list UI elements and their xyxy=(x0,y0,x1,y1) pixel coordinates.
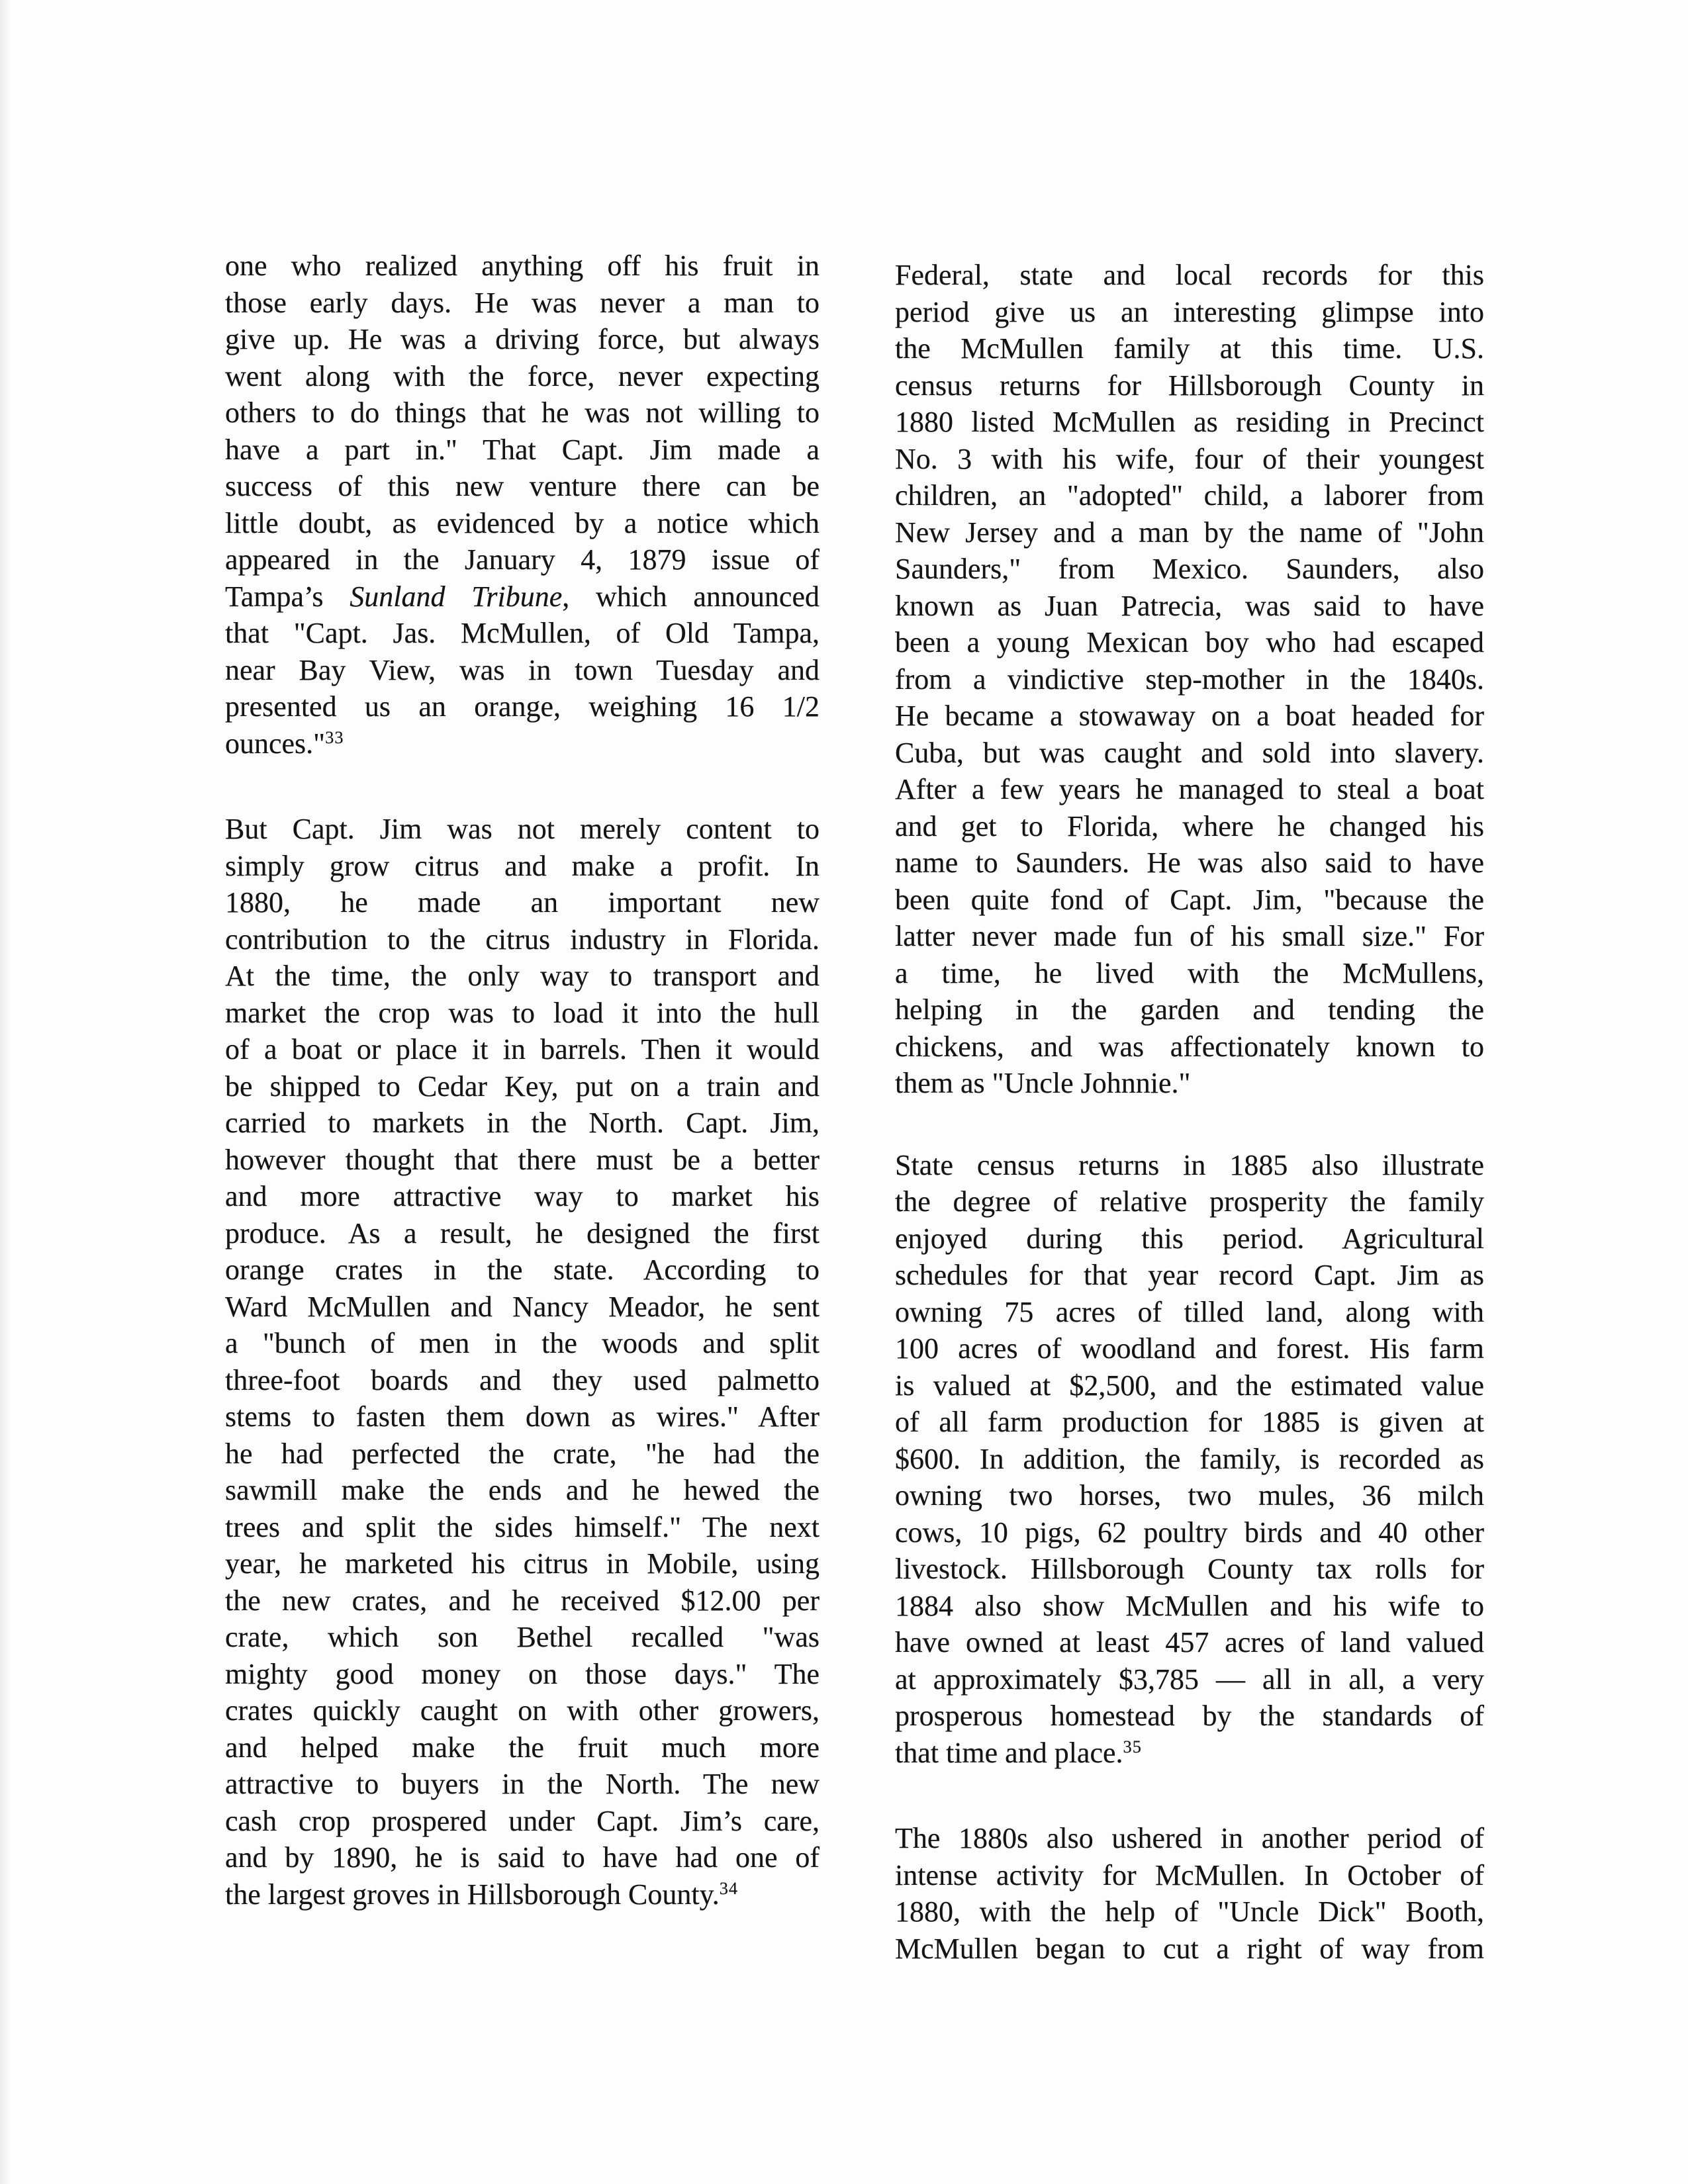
text-line: cash crop prospered under Capt. Jim’s care, xyxy=(225,1804,820,1837)
text-line: contribution to the citrus industry in Florida. xyxy=(225,923,820,956)
text-line: three-foot boards and they used palmetto xyxy=(225,1363,820,1396)
text-line: Saunders," from Mexico. Saunders, also xyxy=(895,553,1484,585)
footnote-ref: 33 xyxy=(325,727,344,747)
text-line: went along with the force, never expecting xyxy=(225,359,820,392)
text-line: livestock. Hillsborough County tax rolls for xyxy=(895,1553,1484,1585)
text-line: success of this new venture there can be xyxy=(225,470,820,502)
text-line: After a few years he managed to steal a boat xyxy=(895,773,1484,805)
text-line: a time, he lived with the McMullens, xyxy=(895,956,1484,989)
text-line: latter never made fun of his small size." For xyxy=(895,920,1484,952)
text-line: crate, which son Bethel recalled "was xyxy=(225,1621,820,1653)
text-line: Ward McMullen and Nancy Meador, he sent xyxy=(225,1290,820,1323)
scan-edge-shadow xyxy=(0,0,11,2184)
text-line: ounces."$^{33}$ xyxy=(225,727,344,760)
text-line: name to Saunders. He was also said to have xyxy=(895,846,1484,879)
text-line: Tampa’s Sunland Tribune, which announced xyxy=(225,580,820,613)
text-line: helping in the garden and tending the xyxy=(895,993,1484,1026)
text-line: attractive to buyers in the North. The new xyxy=(225,1768,820,1800)
text-column-right xyxy=(895,257,1484,1967)
text-line: been quite fond of Capt. Jim, "because the xyxy=(895,883,1484,916)
text-line: little doubt, as evidenced by a notice which xyxy=(225,506,820,539)
text-line: have a part in." That Capt. Jim made a xyxy=(225,433,820,466)
text-line: New Jersey and a man by the name of "John xyxy=(895,516,1484,549)
text-line: 1880, with the help of "Uncle Dick" Booth, xyxy=(895,1895,1484,1928)
text-line: stems to fasten them down as wires." After xyxy=(225,1400,820,1433)
footnote-ref: 35 xyxy=(1123,1736,1142,1756)
text-line: however thought that there must be a better xyxy=(225,1143,820,1176)
text-line: schedules for that year record Capt. Jim as xyxy=(895,1259,1484,1291)
text-line: children, an "adopted" child, a laborer from xyxy=(895,479,1484,512)
text-line: enjoyed during this period. Agricultural xyxy=(895,1222,1484,1255)
text-line: the new crates, and he received $12.00 per xyxy=(225,1584,820,1617)
text-line: He became a stowaway on a boat headed for xyxy=(895,700,1484,732)
text-line: he had perfected the crate, "he had the xyxy=(225,1437,820,1470)
paragraph xyxy=(225,811,820,1917)
paragraph xyxy=(225,248,820,766)
text-line: one who realized anything off his fruit in xyxy=(225,250,820,282)
text-line: of a boat or place it in barrels. Then it would xyxy=(225,1033,820,1066)
text-line: and more attractive way to market his xyxy=(225,1180,820,1212)
text-line: that time and place.$^{35}$ xyxy=(895,1736,1142,1769)
text-line: those early days. He was never a man to xyxy=(225,286,820,319)
text-line: owning two horses, two mules, 36 milch xyxy=(895,1479,1484,1512)
paragraph xyxy=(895,257,1484,1102)
text-line: census returns for Hillsborough County in xyxy=(895,369,1484,402)
text-line: Federal, state and local records for this xyxy=(895,259,1484,291)
text-line: crates quickly caught on with other growers, xyxy=(225,1694,820,1727)
text-line: produce. As a result, he designed the first xyxy=(225,1216,820,1250)
text-line: others to do things that he was not willing to xyxy=(225,396,820,429)
footnote-ref: 34 xyxy=(719,1878,739,1898)
text-line: be shipped to Cedar Key, put on a train and xyxy=(225,1069,820,1103)
text-line: known as Juan Patrecia, was said to have xyxy=(895,589,1484,622)
text-line: $600. In addition, the family, is recorded as xyxy=(895,1442,1484,1475)
text-line: and get to Florida, where he changed his xyxy=(895,809,1484,842)
text-line: mighty good money on those days." The xyxy=(225,1657,820,1690)
text-line: have owned at least 457 acres of land valued xyxy=(895,1626,1484,1659)
text-line: At the time, the only way to transport and xyxy=(225,960,820,992)
text-line: is valued at $2,500, and the estimated value xyxy=(895,1369,1484,1402)
text-line: McMullen began to cut a right of way from xyxy=(895,1932,1484,1965)
text-line: trees and split the sides himself." The next xyxy=(225,1510,820,1543)
text-line: the degree of relative prosperity the family xyxy=(895,1185,1484,1218)
text-line: No. 3 with his wife, four of their youngest xyxy=(895,442,1484,475)
text-line: 1880 listed McMullen as residing in Precinct xyxy=(895,406,1484,438)
text-line: orange crates in the state. According to xyxy=(225,1253,820,1286)
text-line: The 1880s also ushered in another period of xyxy=(895,1822,1484,1854)
text-line: simply grow citrus and make a profit. In xyxy=(225,849,820,882)
text-line: and helped make the fruit much more xyxy=(225,1731,820,1764)
text-line: intense activity for McMullen. In October of xyxy=(895,1858,1484,1891)
text-line: cows, 10 pigs, 62 poultry birds and 40 other xyxy=(895,1516,1484,1549)
text-line: from a vindictive step-mother in the 1840s. xyxy=(895,662,1484,696)
text-line: prosperous homestead by the standards of xyxy=(895,1700,1484,1732)
text-line: 1884 also show McMullen and his wife to xyxy=(895,1589,1484,1622)
text-line: carried to markets in the North. Capt. Jim, xyxy=(225,1107,820,1139)
text-line: But Capt. Jim was not merely content to xyxy=(225,813,820,845)
text-line: market the crop was to load it into the hull xyxy=(225,996,820,1029)
text-line: period give us an interesting glimpse into xyxy=(895,295,1484,328)
text-line: of all farm production for 1885 is given at xyxy=(895,1406,1484,1438)
text-line: the McMullen family at this time. U.S. xyxy=(895,332,1484,365)
text-line: 1880, he made an important new xyxy=(225,886,820,919)
text-column-left xyxy=(225,248,820,1917)
text-line: that "Capt. Jas. McMullen, of Old Tampa, xyxy=(225,617,820,649)
paragraph xyxy=(895,1147,1484,1776)
text-line: the largest groves in Hillsborough County.$^{34}$ xyxy=(225,1878,739,1911)
text-line: been a young Mexican boy who had escaped xyxy=(895,626,1484,659)
italic-title: Sunland Tribune xyxy=(350,580,563,613)
text-line: appeared in the January 4, 1879 issue of xyxy=(225,543,820,576)
text-line: at approximately $3,785 — all in all, a very xyxy=(895,1662,1484,1696)
text-line: chickens, and was affectionately known to xyxy=(895,1030,1484,1063)
text-line: year, he marketed his citrus in Mobile, using xyxy=(225,1547,820,1580)
text-line: them as "Uncle Johnnie." xyxy=(895,1067,1191,1099)
text-line: Cuba, but was caught and sold into slavery. xyxy=(895,736,1484,769)
text-line: a "bunch of men in the woods and split xyxy=(225,1327,820,1359)
text-line: give up. He was a driving force, but always xyxy=(225,323,820,355)
text-line: and by 1890, he is said to have had one of xyxy=(225,1841,820,1874)
text-line: State census returns in 1885 also illustrate xyxy=(895,1148,1484,1181)
text-line: presented us an orange, weighing 16 1/2 xyxy=(225,690,820,723)
text-line: sawmill make the ends and he hewed the xyxy=(225,1474,820,1506)
text-line: 100 acres of woodland and forest. His farm xyxy=(895,1332,1484,1365)
text-line: near Bay View, was in town Tuesday and xyxy=(225,653,820,686)
paragraph xyxy=(895,1820,1484,1967)
text-line: owning 75 acres of tilled land, along with xyxy=(895,1295,1484,1328)
